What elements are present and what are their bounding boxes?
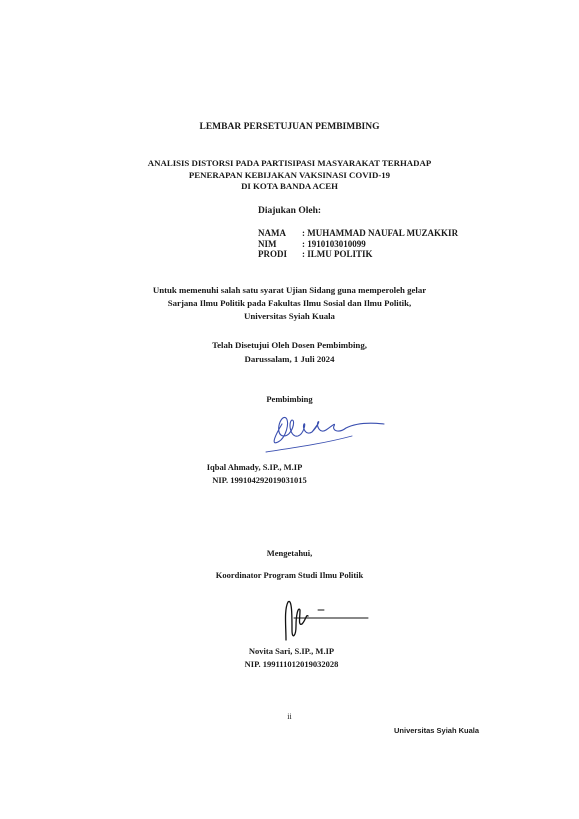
supervisor-name: Iqbal Ahmady, S.IP., M.IP [206,462,303,472]
thesis-title-line-3: DI KOTA BANDA ACEH [241,181,338,191]
field-key: NAMA [258,228,286,238]
student-name-row [258,228,458,239]
field-key: PRODI [258,249,287,259]
field-key: NIM [258,238,277,249]
purpose-line-1: Untuk memenuhi salah satu syarat Ujian Sidang guna memperoleh gelar [152,285,427,295]
coordinator-role: Koordinator Program Studi Ilmu Politik [215,570,364,580]
coordinator-nip: NIP. 199111012019032028 [244,659,339,669]
footer-university: Universitas Syiah Kuala [394,726,480,735]
supervisor-signature [262,412,388,454]
approval-line-1: Telah Disetujui Oleh Dosen Pembimbing, [212,340,367,350]
page-title: LEMBAR PERSETUJUAN PEMBIMBING [199,122,380,132]
submitted-by-label: Diajukan Oleh: [257,206,322,216]
student-prodi-row [258,249,458,260]
purpose-line-3: Universitas Syiah Kuala [244,311,335,321]
acknowledged-label: Mengetahui, [266,548,313,558]
student-info [258,228,458,260]
approval-date: Darussalam, 1 Juli 2024 [244,354,335,364]
field-value: : ILMU POLITIK [302,249,373,259]
page-number: ii [287,712,292,721]
supervisor-nip: NIP. 199104292019031015 [212,475,307,485]
field-value: : MUHAMMAD NAUFAL MUZAKKIR [302,228,459,238]
thesis-title-line-1: ANALISIS DISTORSI PADA PARTISIPASI MASYARAKAT TERHADAP [147,158,432,168]
purpose-line-2: Sarjana Ilmu Politik pada Fakultas Ilmu Sosial dan Ilmu Politik, [167,298,412,308]
thesis-title-line-2: PENERAPAN KEBIJAKAN VAKSINASI COVID-19 [188,170,391,180]
coordinator-name: Novita Sari, S.IP., M.IP [248,646,335,656]
student-nim-row [258,239,458,250]
field-value: : 1910103010099 [302,238,366,249]
supervisor-role: Pembimbing [266,394,313,404]
coordinator-signature [278,596,370,642]
